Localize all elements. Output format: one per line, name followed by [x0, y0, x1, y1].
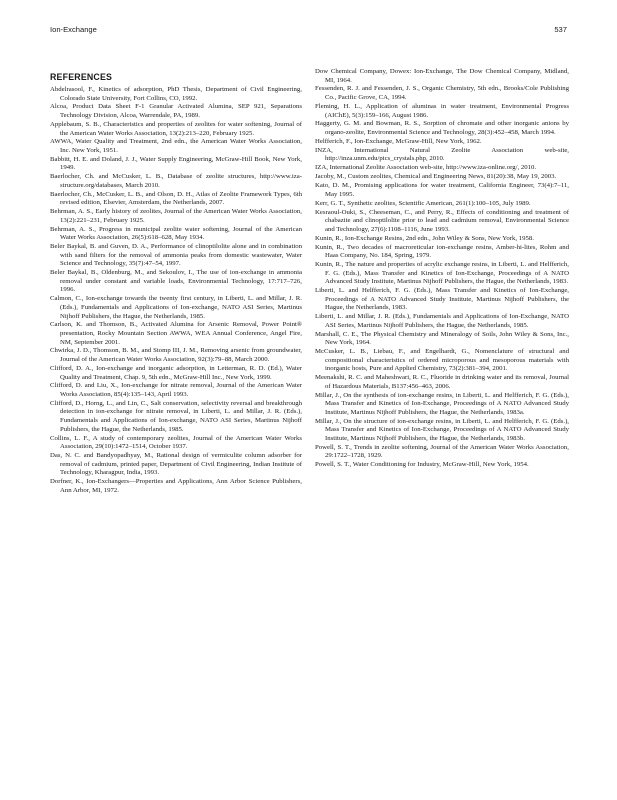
reference-entry: Powell, S. T., Trends in zeolite softening, Journal of the American Water Works Association, 29:1722–1728, 1929.: [315, 443, 569, 460]
reference-entry: Kunin, R., Ion-Exchange Resins, 2nd edn., John Wiley & Sons, New York, 1958.: [315, 234, 534, 242]
reference-entry: Applebaum, S. B., Characteristics and properties of zeolites for water softening, Journal of the American Water Works Association, 13(2):213–220, February 1925.: [50, 120, 302, 137]
reference-entry: Clifford, D., Horng, L., and Lin, C., Salt conservation, selectivity reversal and breakthrough detection in ion-exchange for nitrate removal, in Liberti, L. and Millar, J. R. (Eds.), Fundamentals and Applications of Ion-exchange, NATO ASI Series, Martinus Nijhoff Publishers, the Hague, the Netherlands, 1985.: [50, 399, 302, 433]
reference-entry: Behrman, A. S., Early history of zeolites, Journal of the American Water Works Association, 13(2):221–231, February 1925.: [50, 208, 302, 224]
reference-entry: AWWA, Water Quality and Treatment, 2nd edn., the American Water Works Association, Inc. New York, 1951.: [50, 138, 302, 154]
reference-entry: Jacoby, M., Custom zeolites, Chemical and Engineering News, 81(20):38, May 19, 2003.: [315, 173, 557, 181]
reference-entry: Beler Baykal, B., Oldenburg, M., and Sekoulov, I., The use of ion-exchange in ammonia removal under constant and variable loads, Environmental Technology, 17:717–726, 1996.: [50, 269, 302, 294]
references-column-right: [315, 68, 569, 470]
reference-entry: Dow Chemical Company, Dowex: Ion-Exchange, The Dow Chemical Company, Midland, MI, 1964.: [315, 68, 569, 84]
reference-entry: Fessenden, R. J. and Fessenden, J. S., Organic Chemistry, 5th edn., Brooks/Cole Publishing Co., Pacific Grove, CA, 1994.: [315, 85, 569, 102]
reference-entry: Kunin, R., The nature and properties of acrylic exchange resins, in Liberti, L. and Helfferich, F. G. (Eds.), Mass Transfer and Kinetics of Ion-Exchange, Proceedings of A NATO Advanced Study Institute, Martinus Nijhoff Publishers, the Hague, the Netherlands, 1983.: [315, 261, 569, 286]
reference-entry: Kunin, R., Two decades of macroreticular ion-exchange resins, Amber-hi-lites, Rohm and Haas Company, No. 184, Spring, 1979.: [315, 243, 569, 260]
reference-entry: Kerr, G. T., Synthetic zeolites, Scientific American, 261(1):100–105, July 1989.: [315, 199, 531, 207]
reference-entry: Baerlocher, Ch. and McCusker, L. B., Database of zeolite structures, http://www.iza-structure.org/databases, March 2010.: [50, 173, 302, 189]
references-column-left: [50, 86, 302, 496]
reference-entry: Meenakshi, R. C. and Maheshwari, R. C., Fluoride in drinking water and its removal, Journal of Hazardous Materials, B137:456–463, 2006.: [315, 374, 569, 390]
reference-entry: Dorfner, K., Ion-Exchangers—Properties and Applications, Ann Arbor Science Publishers, Ann Arbor, MI, 1972.: [50, 478, 302, 494]
reference-entry: Behrman, A. S., Progress in municipal zeolite water softening, Journal of the American Water Works Association, 26(5):618–628, May 1934.: [50, 225, 302, 242]
reference-entry: Millar, J., On the synthesis of ion-exchange resins, in Liberti, L. and Helfferich, F. G. (Eds.), Mass Transfer and Kinetics of Ion-Exchange, Proceedings of A NATO Advanced Study Institute, Martinus Nijhoff Publishers, the Hague, the Netherlands, 1983a.: [315, 391, 569, 416]
reference-entry: Marshall, C. E., The Physical Chemistry and Mineralogy of Soils, John Wiley & Sons, Inc., New York, 1964.: [315, 330, 569, 347]
reference-entry: Clifford, D. A., Ion-exchange and inorganic adsorption, in Letterman, R. D. (Ed.), Water Quality and Treatment, Chap. 9, 5th edn., McGraw-Hill Inc., New York, 1999.: [50, 364, 302, 381]
reference-entry: Carlson, K. and Thomson, B., Activated Alumina for Arsenic Removal, Power Point® presentation, Rocky Mountain Section AWWA, WEA Annual Conference, Angel Fire, NM, September 2001.: [50, 321, 302, 346]
reference-entry: Helfferich, F., Ion-Exchange, McGraw-Hill, New York, 1962.: [315, 137, 482, 145]
reference-entry: Liberti, L. and Millar, J. R. (Eds.), Fundamentals and Applications of Ion-Exchange, NATO ASI Series, Martinus Nijhoff Publishers, the Hague, the Netherlands, 1985.: [315, 313, 569, 329]
page-number: 537: [554, 25, 567, 34]
reference-entry: Abdelrasool, F., Kinetics of adsorption, PhD Thesis, Department of Civil Engineering, Colorado State University, Fort Collins, CO, 1992.: [50, 86, 302, 102]
running-header: [50, 25, 567, 37]
reference-entry: Haggerty, G. M. and Bowman, R. S., Sorption of chromate and other inorganic anions by organo-zeolite, Environmental Science and Technology, 28(3):452–458, March 1994.: [315, 120, 569, 136]
reference-entry: Calmon, C., Ion-exchange towards the twenty first century, in Liberti, L. and Millar, J. R. (Eds.), Fundamentals and Applications of Ion-exchange, NATO ASI Series, Martinus Nijhoff Publishers, the Hague, the Netherlands, 1985.: [50, 295, 302, 320]
reference-entry: INZA, International Natural Zeolite Association web-site, http://inza.unm.edu/pics_crystals.php, 2010.: [315, 146, 569, 163]
reference-entry: Powell, S. T., Water Conditioning for Industry, McGraw-Hill, New York, 1954.: [315, 461, 529, 469]
reference-entry: IZA, International Zeolite Association web-site, http://www.iza-online.org/, 2010.: [315, 164, 537, 172]
running-header-section: Ion-Exchange: [50, 25, 97, 34]
references-heading: REFERENCES: [50, 72, 113, 82]
reference-entry: Kato, D. M., Promising applications for water treatment, California Engineer, 73(4):7–11, May 1995.: [315, 182, 569, 198]
reference-entry: Baerlocher, Ch., McCusker, L. B., and Olson, D. H., Atlas of Zeolite Framework Types, 6th revised edition, Elsevier, Amsterdam, the Netherlands, 2007.: [50, 190, 302, 207]
reference-entry: Millar, J., On the structure of ion-exchange resins, in Liberti, L. and Helfferich, F. G. (Eds.), Mass Transfer and Kinetics of Ion-Exchange, Proceedings of A NATO Advanced Study Institute, Martinus Nijhoff Publishers, the Hague, the Netherlands, 1983b.: [315, 417, 569, 442]
reference-entry: McCusker, L. B., Liebau, F., and Engelhardt, G., Nomenclature of structural and compositional characteristics of ordered microporous and mesoporous materials with inorganic hosts, Pure and Applied Chemistry, 73(2):381–394, 2001.: [315, 348, 569, 373]
reference-entry: Kesraoul-Ouki, S., Cheeseman, C., and Perry, R., Effects of conditioning and treatment of chabazite and clinoptilolite prior to lead and cadmium removal, Environmental Science and Technology, 27(6):1108–1116, June 1993.: [315, 208, 569, 233]
reference-entry: Beler Baykal, B. and Guven, D. A., Performance of clinoptilolite alone and in combination with sand filters for the removal of ammonia peaks from domestic wastewater, Water Science and Technology, 35(7):47–54, 1997.: [50, 243, 302, 268]
reference-entry: Collins, L. F., A study of contemporary zeolites, Journal of the American Water Works Association, 29(10):1472–1514, October 1937.: [50, 434, 302, 451]
reference-entry: Liberti, L. and Helfferich, F. G. (Eds.), Mass Transfer and Kinetics of Ion-Exchange, Proceedings of A NATO Advanced Study Institute, Martinus Nijhoff Publishers, the Hague, the Netherlands, 1983.: [315, 287, 569, 312]
reference-entry: Clifford, D. and Liu, X., Ion-exchange for nitrate removal, Journal of the American Water Works Association, 85(4):135–143, April 1993.: [50, 382, 302, 398]
reference-entry: Babbitt, H. E. and Doland, J. J., Water Supply Engineering, McGraw-Hill Book, New York, 1949.: [50, 155, 302, 172]
reference-entry: Das, N. C. and Bandyopadhyay, M., Rational design of vermiculite column adsorber for removal of cadmium, printed paper, Department of Civil Engineering, Indian Institute of Technology, Kharagpur, India, 1993.: [50, 452, 302, 477]
reference-entry: Fleming, H. L., Application of aluminas in water treatment, Environmental Progress (AIChE), 5(3):159–166, August 1986.: [315, 102, 569, 119]
reference-entry: Chwirka, J. D., Thomson, B. M., and Stomp III, J. M., Removing arsenic from groundwater, Journal of the American Water Works Association, 92(3):79–88, March 2000.: [50, 347, 302, 364]
reference-entry: Alcoa, Product Data Sheet F-1 Granular Activated Alumina, SEP 921, Separations Technology Division, Alcoa, Warrendale, PA, 1989.: [50, 103, 302, 120]
